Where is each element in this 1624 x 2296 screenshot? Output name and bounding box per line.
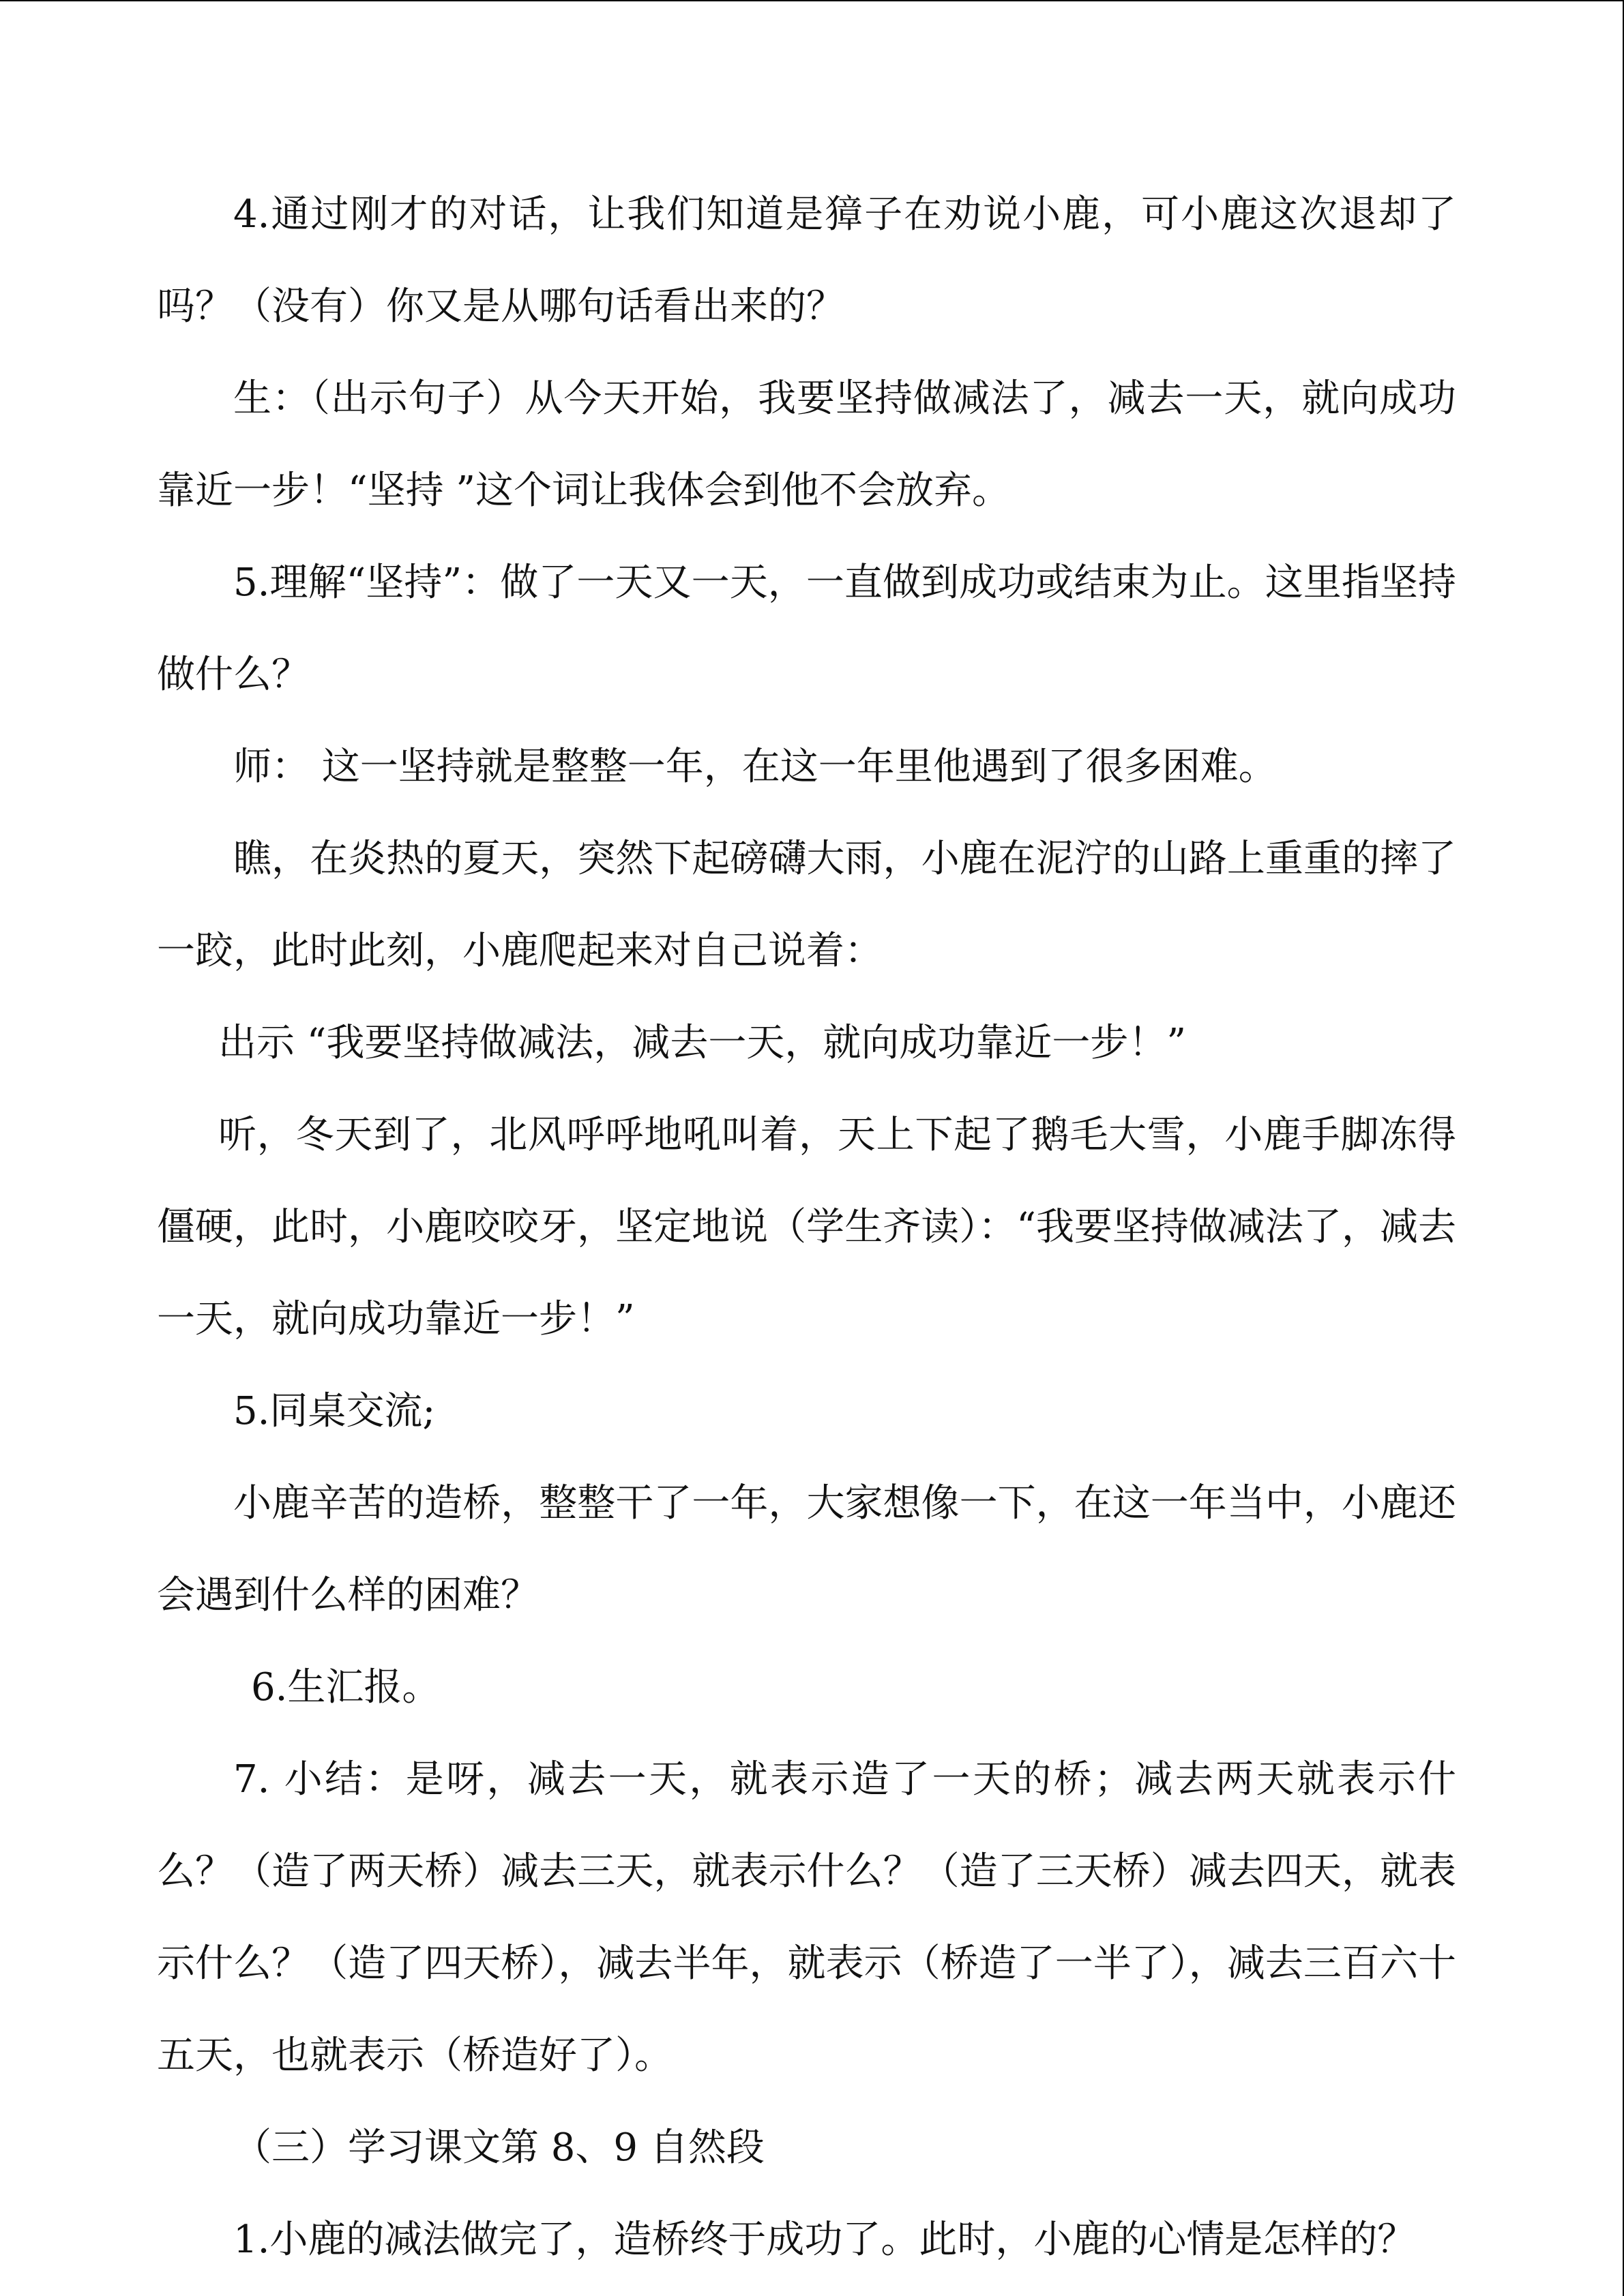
paragraph-1: 4.通过刚才的对话，让我们知道是獐子在劝说小鹿，可小鹿这次退却了吗？（没有）你又是从哪句话看出来的？: [157, 192, 1456, 329]
paragraph-3: 5.理解“坚持”：做了一天又一天，一直做到成功或结束为止。这里指坚持做什么？: [157, 561, 1456, 697]
paragraph-7: 听，冬天到了，北风呼呼地吼叫着，天上下起了鹅毛大雪，小鹿手脚冻得僵硬，此时，小鹿咬咬牙，坚定地说（学生齐读）：“我要坚持做减法了，减去一天，就向成功靠近一步！”: [157, 1113, 1456, 1341]
paragraph-2: 生：（出示句子）从今天开始，我要坚持做减法了，减去一天，就向成功靠近一步！“坚持 ”这个词让我体会到他不会放弃。: [157, 376, 1456, 513]
document-body: [157, 168, 1456, 2286]
paragraph-11: 7. 小结：是呀，减去一天，就表示造了一天的桥；减去两天就表示什么？（造了两天桥）减去三天，就表示什么？（造了三天桥）减去四天，就表示什么？（造了四天桥），减去半年，就表示（桥造了一半了），减去三百六十五天，也就表示（桥造好了）。: [157, 1757, 1456, 2078]
paragraph-13: 1.小鹿的减法做完了，造桥终于成功了。此时，小鹿的心情是怎样的？: [233, 2218, 1416, 2262]
paragraph-9: 小鹿辛苦的造桥，整整干了一年，大家想像一下，在这一年当中，小鹿还会遇到什么样的困难？: [157, 1481, 1456, 1617]
paragraph-8: 5.同桌交流;: [233, 1389, 436, 1433]
paragraph-10: 6.生汇报。: [251, 1665, 441, 1710]
paragraph-12: （三）学习课文第 8、9 自然段: [233, 2126, 765, 2170]
paragraph-4: 师： 这一坚持就是整整一年，在这一年里他遇到了很多困难。: [233, 745, 1277, 789]
paragraph-6: 出示 “我要坚持做减法，减去一天，就向成功靠近一步！”: [218, 1021, 1187, 1065]
paragraph-5: 瞧，在炎热的夏天，突然下起磅礴大雨，小鹿在泥泞的山路上重重的摔了一跤，此时此刻，小鹿爬起来对自己说着：: [157, 837, 1456, 973]
